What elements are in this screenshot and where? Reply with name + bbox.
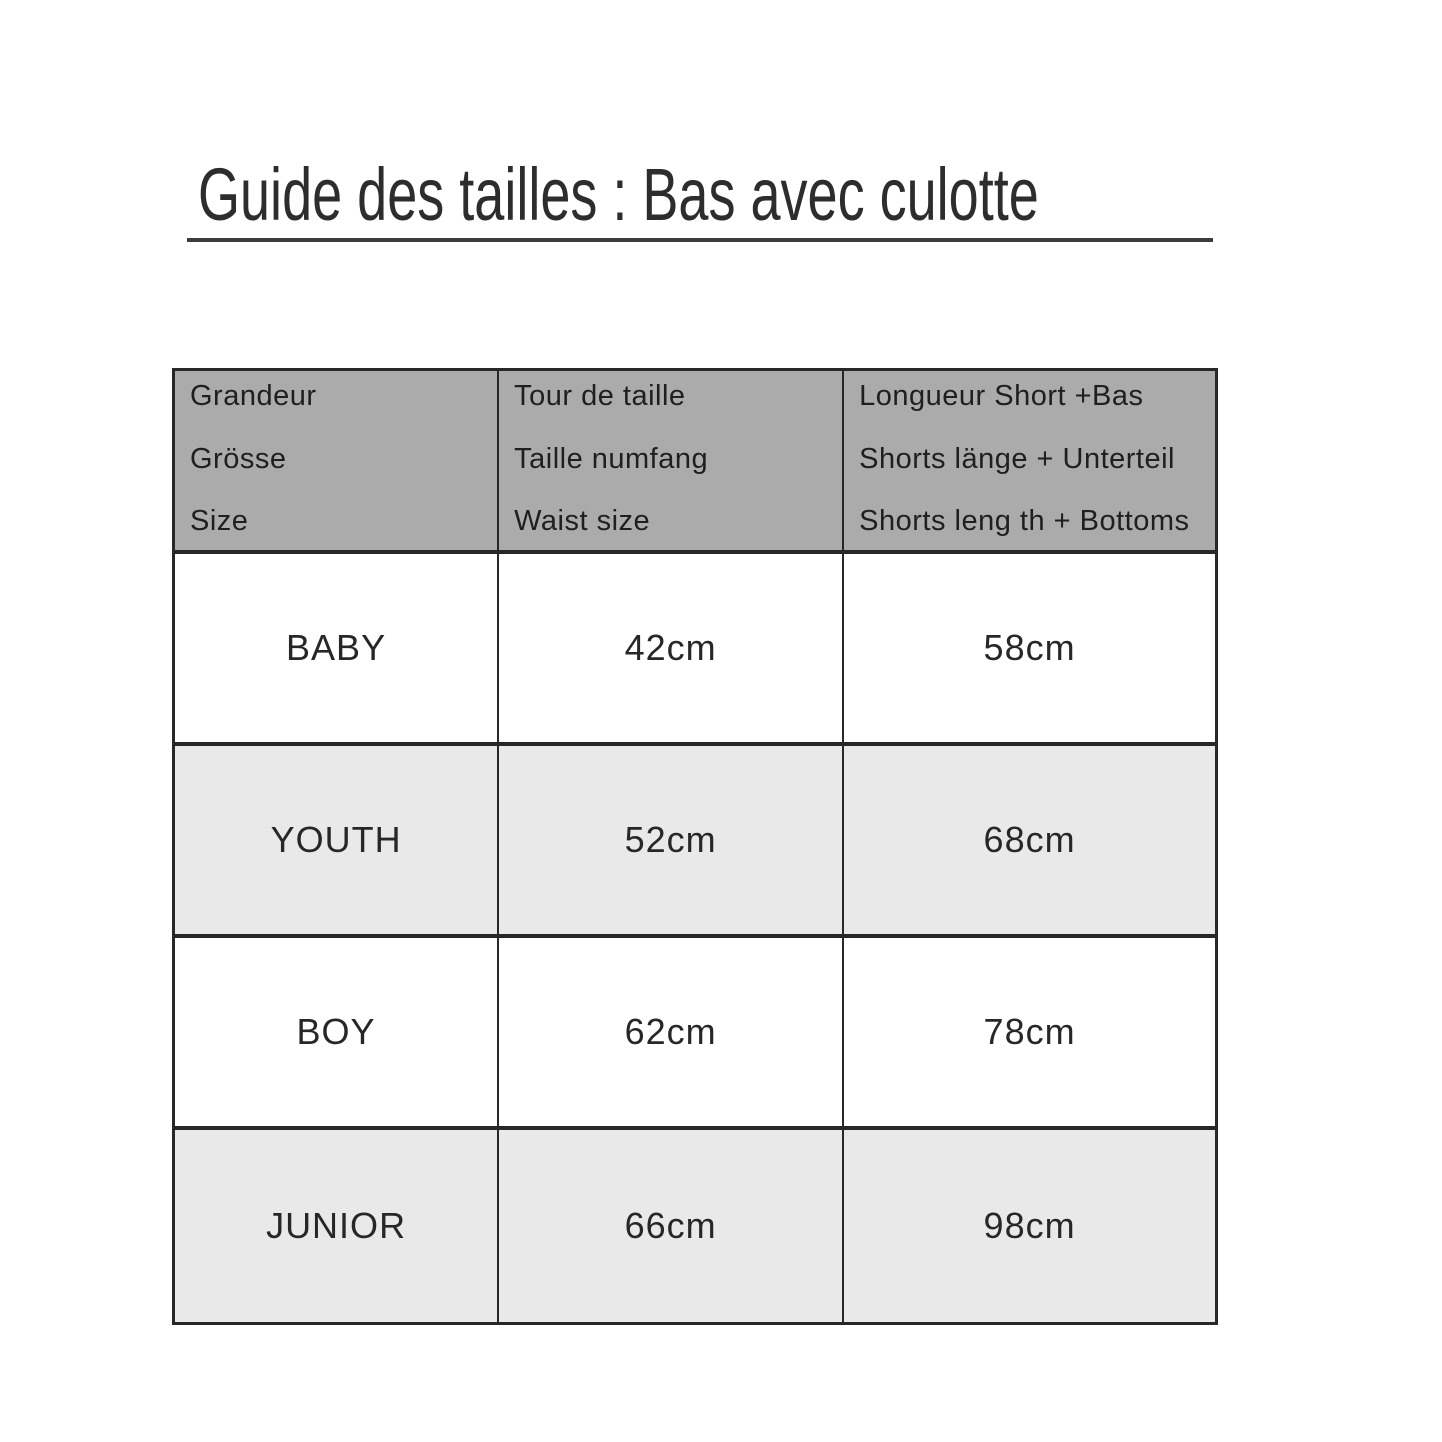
table-row-boy-waist: 62cm — [499, 938, 844, 1130]
title-underline — [187, 238, 1213, 242]
table-row-youth-size: YOUTH — [175, 746, 499, 938]
table-row-baby-length: 58cm — [844, 554, 1215, 746]
table-row-junior-waist: 66cm — [499, 1130, 844, 1322]
page-title: Guide des tailles : Bas avec culotte — [198, 153, 1039, 236]
header-waist-fr: Tour de taille — [514, 380, 686, 412]
table-row-junior-length: 98cm — [844, 1130, 1215, 1322]
table-row-boy-size: BOY — [175, 938, 499, 1130]
table-row-youth-waist: 52cm — [499, 746, 844, 938]
table-row-youth-length: 68cm — [844, 746, 1215, 938]
table-row-baby-size: BABY — [175, 554, 499, 746]
table-row-junior-size: JUNIOR — [175, 1130, 499, 1322]
header-length-de: Shorts länge + Unterteil — [859, 442, 1175, 475]
header-size-de: Grösse — [190, 442, 287, 475]
header-waist-en: Waist size — [514, 505, 651, 537]
header-cell-waist — [499, 371, 844, 554]
table-row-boy-length: 78cm — [844, 938, 1215, 1130]
table-row-baby-waist: 42cm — [499, 554, 844, 746]
header-length-en: Shorts leng th + Bottoms — [859, 505, 1190, 537]
header-waist-de: Taille numfang — [514, 442, 709, 475]
header-length-fr: Longueur Short +Bas — [859, 380, 1144, 412]
size-guide-table — [172, 368, 1218, 1325]
header-cell-length — [844, 371, 1215, 554]
header-cell-size — [175, 371, 499, 554]
header-size-en: Size — [190, 505, 249, 537]
header-size-fr: Grandeur — [190, 380, 317, 412]
